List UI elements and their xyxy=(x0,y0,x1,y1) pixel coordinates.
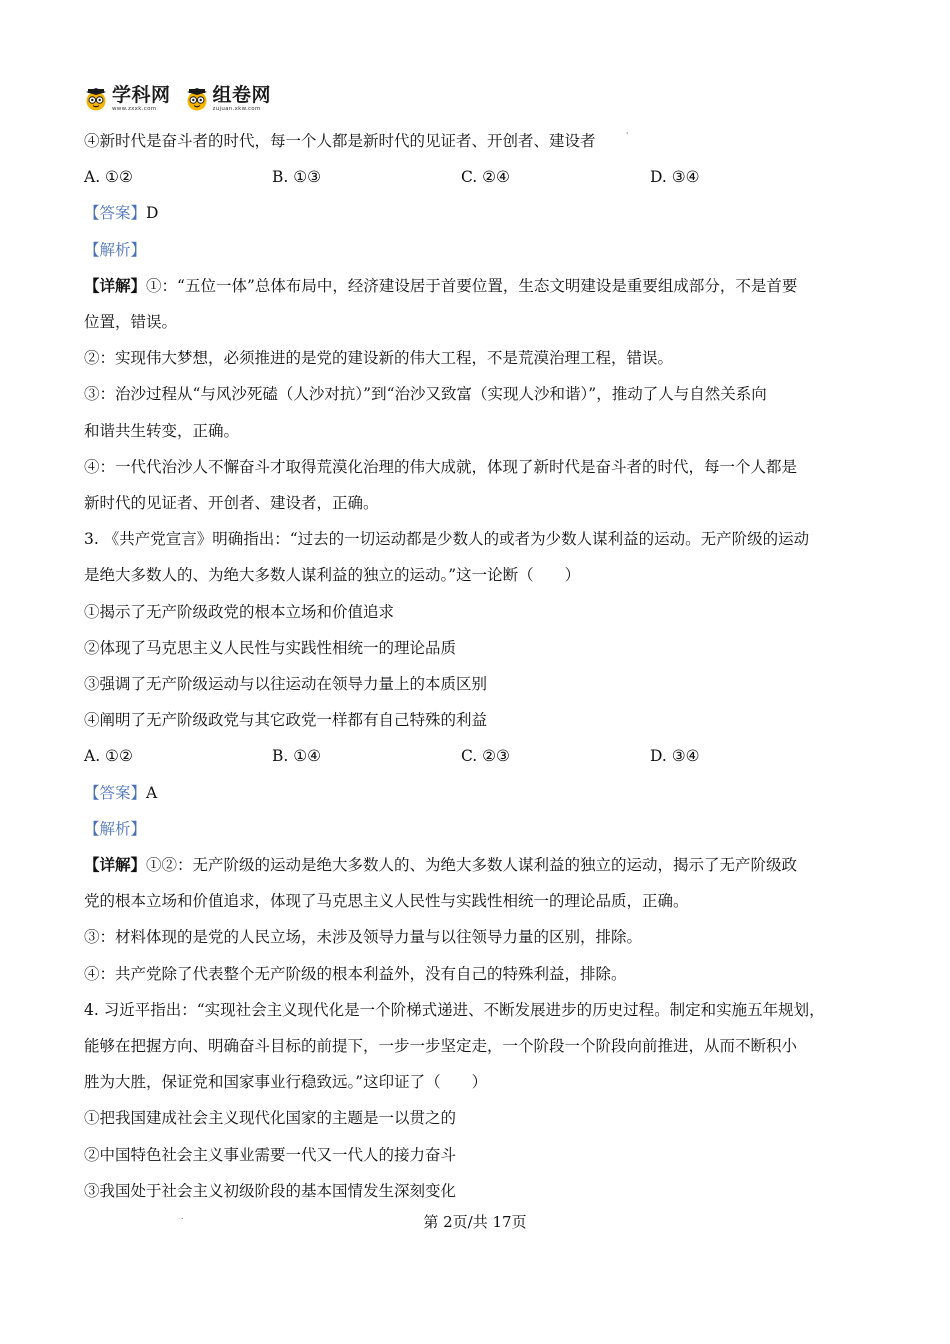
detail-tag: 【详解】 xyxy=(84,276,147,295)
text-line xyxy=(84,276,797,296)
line-text: ③：材料体现的是党的人民立场，未涉及领导力量与以往领导力量的区别，排除。 xyxy=(84,928,643,946)
line-text: ④：一代代治沙人不懈奋斗才取得荒漠化治理的伟大成就，体现了新时代是奋斗者的时代，每一个人都是 xyxy=(84,458,798,476)
text-line xyxy=(84,240,146,260)
line-text: 能够在把握方向、明确奋斗目标的前提下，一步一步坚定走，一个阶段一个阶段向前推进，从而不断积小 xyxy=(84,1037,798,1055)
line-text: 新时代的见证者、开创者、建设者，正确。 xyxy=(84,494,379,512)
answer-option: B. ①④ xyxy=(272,747,322,765)
line-text: D xyxy=(146,204,159,222)
text-line xyxy=(84,529,809,549)
line-text: ②：实现伟大梦想，必须推进的是党的建设新的伟大工程，不是荒漠治理工程，错误。 xyxy=(84,349,674,367)
line-text: A xyxy=(146,784,158,802)
line-text: ①②：无产阶级的运动是绝大多数人的、为绝大多数人谋利益的独立的运动，揭示了无产阶级政 xyxy=(146,856,798,874)
line-text: 和谐共生转变，正确。 xyxy=(84,422,240,440)
text-line xyxy=(84,891,689,911)
section-tag: 【答案】 xyxy=(84,784,147,802)
header-logos xyxy=(84,86,271,113)
margin-mark: ' xyxy=(626,131,629,140)
line-text: ②体现了马克思主义人民性与实践性相统一的理论品质 xyxy=(84,639,457,657)
line-text: 位置，错误。 xyxy=(84,313,178,331)
line-text: 是绝大多数人的、为绝大多数人谋利益的独立的运动。”这一论断（ ） xyxy=(84,566,581,584)
text-line xyxy=(84,602,394,622)
text-line xyxy=(84,710,487,730)
answer-option: D. ③④ xyxy=(650,168,700,186)
line-text: 4. 习近平指出：“实现社会主义现代化是一个阶梯式递进、不断发展进步的历史过程。制定和实施五年规划， xyxy=(84,1001,825,1019)
text-line xyxy=(84,421,239,441)
text-line xyxy=(84,1181,456,1201)
answer-option: B. ①③ xyxy=(272,168,322,186)
text-line xyxy=(84,348,673,368)
text-line xyxy=(84,1145,456,1165)
section-tag: 【答案】 xyxy=(84,204,147,222)
text-line xyxy=(84,819,146,839)
line-text: 党的根本立场和价值追求，体现了马克思主义人民性与实践性相统一的理论品质，正确。 xyxy=(84,892,689,910)
line-text: ③：治沙过程从“与风沙死磕（人沙对抗）”到“治沙又致富（实现人沙和谐）”，推动了人与自然关系向 xyxy=(84,385,767,403)
text-line xyxy=(84,783,157,803)
line-text: ③强调了无产阶级运动与以往运动在领导力量上的本质区别 xyxy=(84,675,488,693)
text-line xyxy=(84,312,177,332)
line-text: ①：“五位一体”总体布局中，经济建设居于首要位置，生态文明建设是重要组成部分，不是首要 xyxy=(146,277,798,295)
line-text: 3. 《共产党宣言》明确指出：“过去的一切运动都是少数人的或者为少数人谋利益的运动。无产阶级的运动 xyxy=(84,530,810,548)
logo-url: zujuan.xkw.com xyxy=(212,106,261,112)
answer-options xyxy=(84,746,784,766)
page-number: 第 2页/共 17页 xyxy=(423,1213,527,1231)
section-tag: 【解析】 xyxy=(84,820,147,838)
answer-option: C. ②③ xyxy=(461,747,510,765)
text-line xyxy=(84,927,642,947)
text-line xyxy=(84,203,158,223)
logo-url: www.zxxk.com xyxy=(112,106,157,112)
footer-dot: . xyxy=(181,1212,184,1221)
line-text: ①揭示了无产阶级政党的根本立场和价值追求 xyxy=(84,603,395,621)
text-line xyxy=(84,1036,797,1056)
answer-option: A. ①② xyxy=(84,168,133,186)
line-text: ①把我国建成社会主义现代化国家的主题是一以贯之的 xyxy=(84,1109,457,1127)
text-line xyxy=(84,384,767,404)
logo-zujuan xyxy=(185,86,272,113)
text-line xyxy=(84,131,596,151)
answer-options xyxy=(84,167,784,187)
text-line xyxy=(84,1072,487,1092)
logo-name: 学科网 xyxy=(112,84,171,106)
text-line xyxy=(84,855,797,875)
text-line xyxy=(84,457,797,477)
line-text: ③我国处于社会主义初级阶段的基本国情发生深刻变化 xyxy=(84,1182,457,1200)
line-text: ④：共产党除了代表整个无产阶级的根本利益外，没有自己的特殊利益，排除。 xyxy=(84,965,627,983)
line-text: ④新时代是奋斗者的时代，每一个人都是新时代的见证者、开创者、建设者 xyxy=(84,132,596,150)
owl-mascot-icon xyxy=(84,87,108,111)
answer-option: A. ①② xyxy=(84,747,133,765)
detail-tag: 【详解】 xyxy=(84,855,147,874)
logo-name: 组卷网 xyxy=(212,84,272,106)
line-text: ④阐明了无产阶级政党与其它政党一样都有自己特殊的利益 xyxy=(84,711,488,729)
section-tag: 【解析】 xyxy=(84,241,147,259)
text-line xyxy=(84,493,379,513)
line-text: 胜为大胜，保证党和国家事业行稳致远。”这印证了（ ） xyxy=(84,1073,488,1091)
line-text: ②中国特色社会主义事业需要一代又一代人的接力奋斗 xyxy=(84,1146,457,1164)
text-line xyxy=(84,1108,456,1128)
text-line xyxy=(84,1000,825,1020)
text-line xyxy=(84,565,580,585)
text-line xyxy=(84,964,627,984)
answer-option: D. ③④ xyxy=(650,747,700,765)
logo-zxxk xyxy=(84,86,171,113)
text-line xyxy=(84,674,487,694)
owl-mascot-icon xyxy=(185,87,209,111)
text-line xyxy=(84,638,456,658)
answer-option: C. ②④ xyxy=(461,168,510,186)
